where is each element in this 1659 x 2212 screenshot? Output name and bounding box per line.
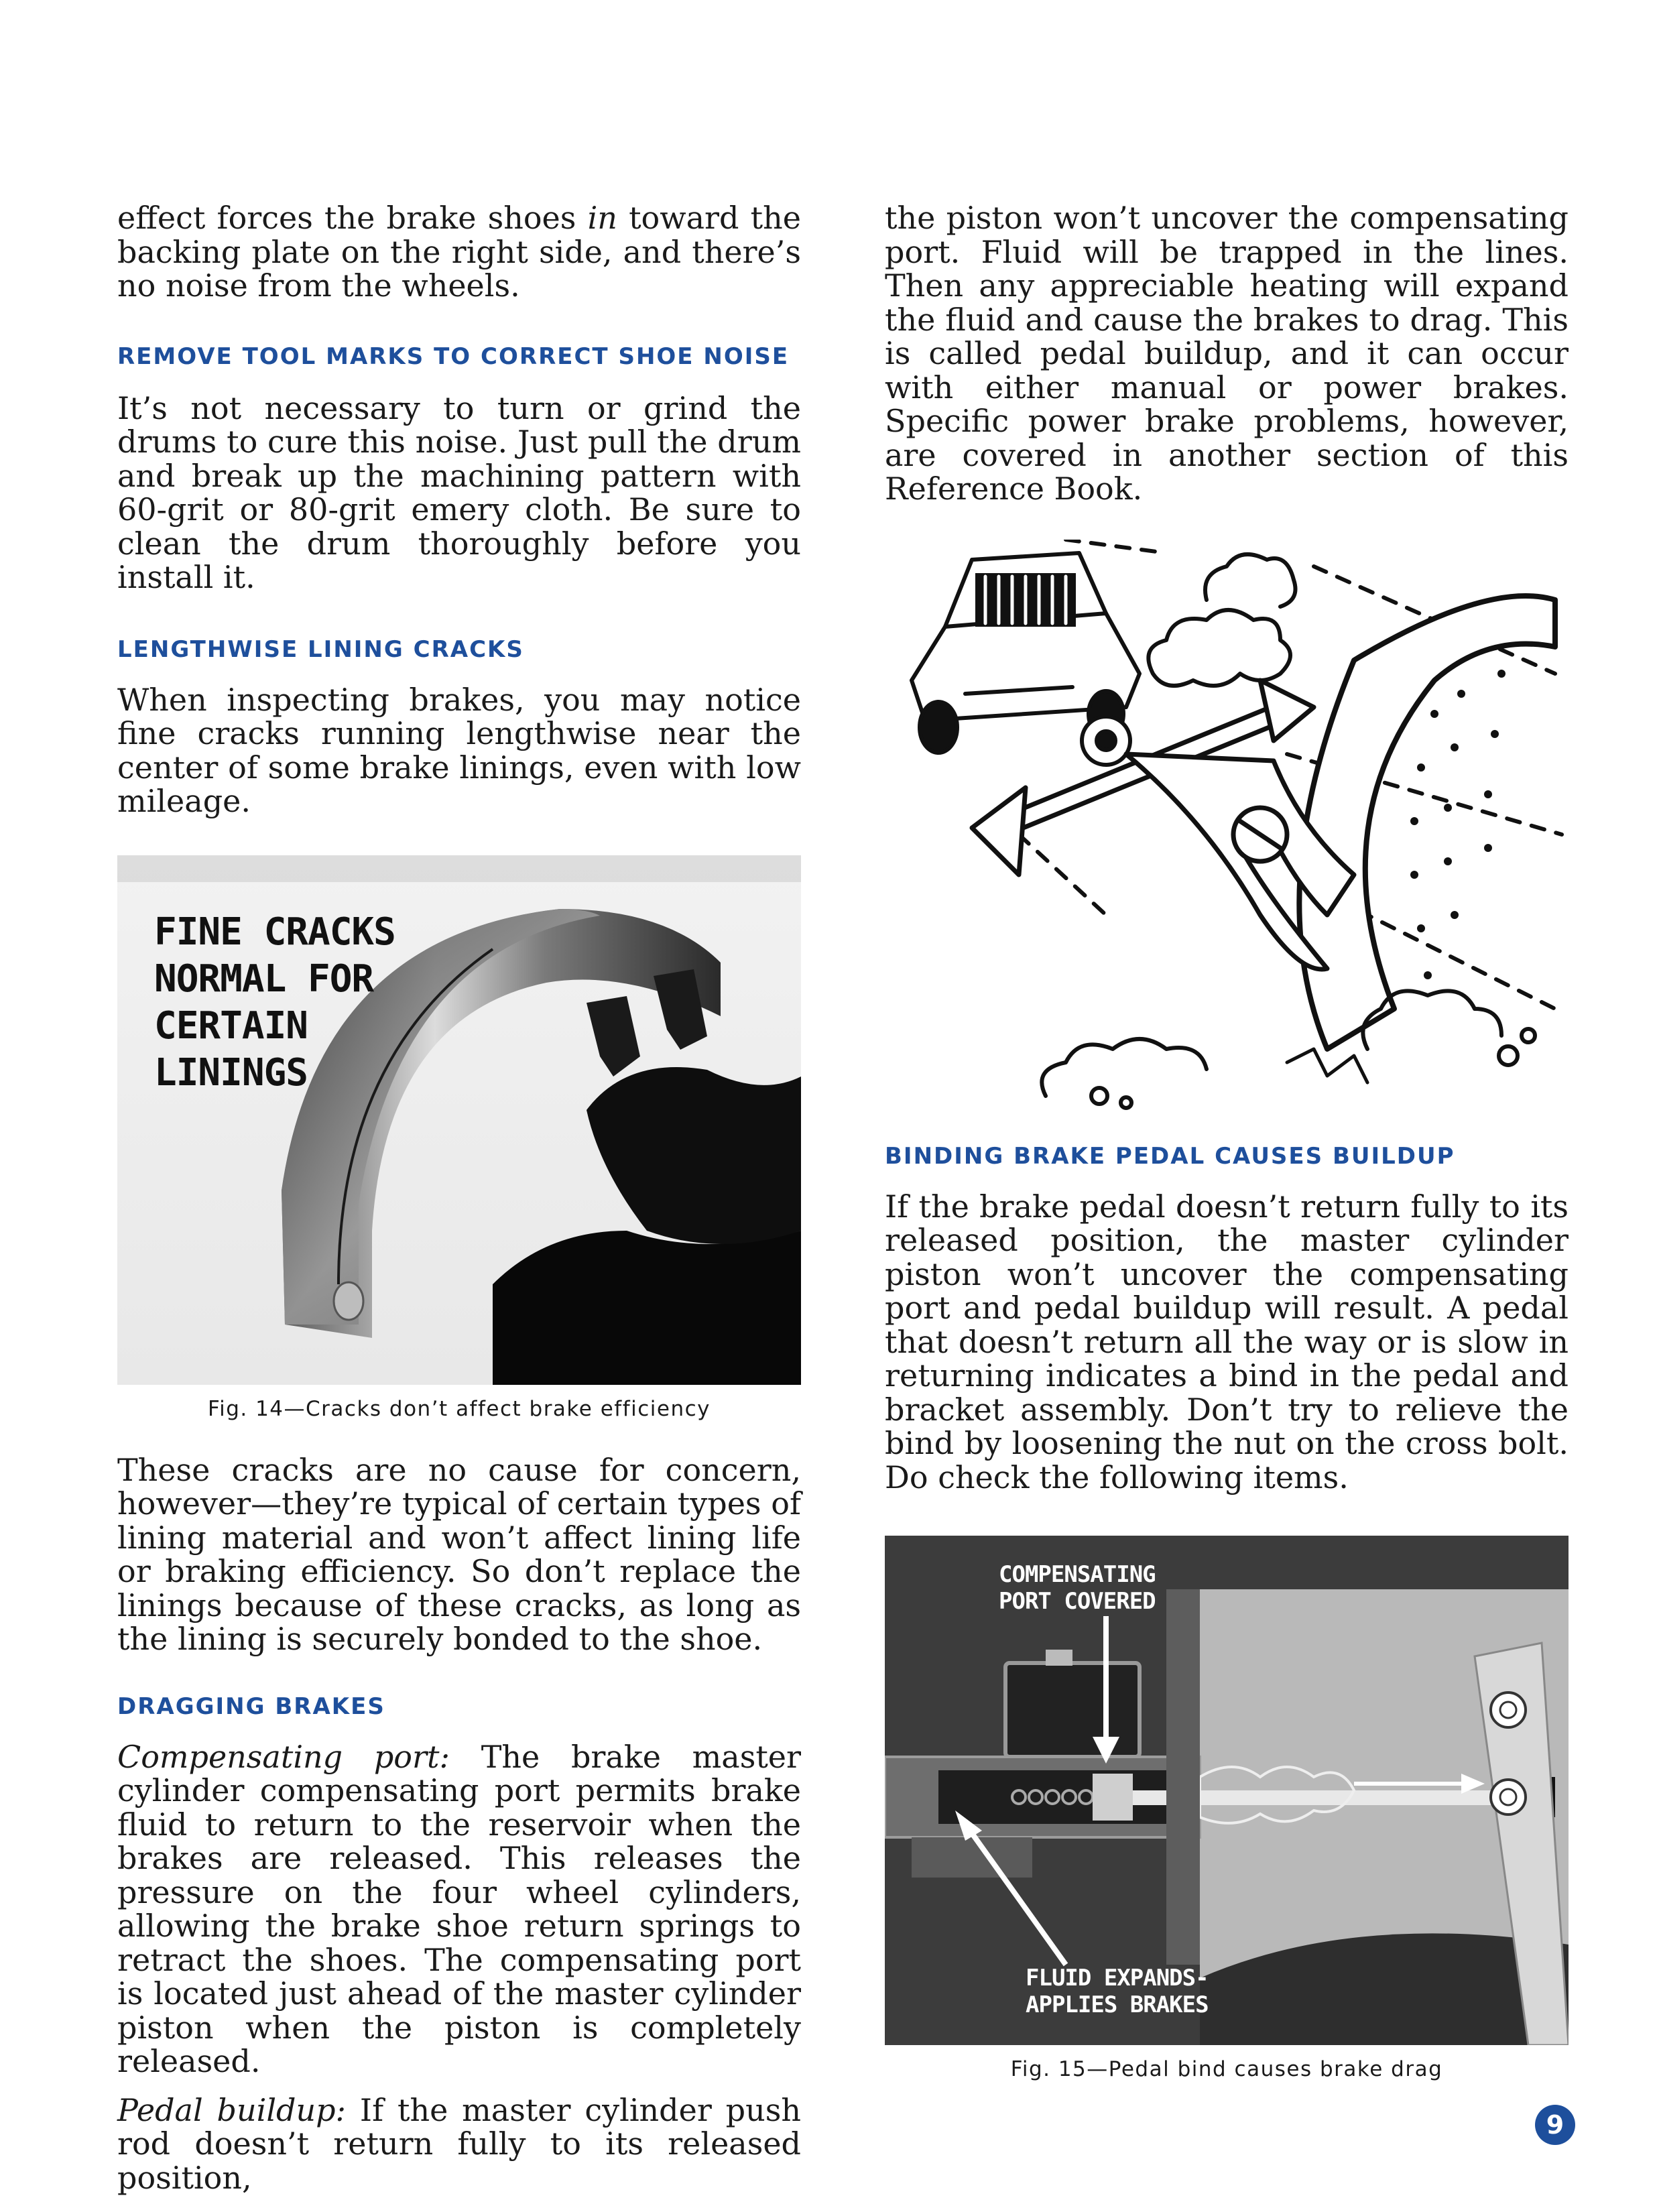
right-column	[885, 201, 1569, 2081]
paragraph-tool-marks: It’s not necessary to turn or grind the drums to cure this noise. Just pull the drum and break up the machining pattern with 60-grit or 80-grit emery cloth. Be sure to clean the drum thoroughly before you install it.	[117, 389, 801, 595]
paragraph-concern: These cracks are no cause for concern, however—they’re typical of certain types of lining material and won’t affect lining life or braking efficiency. So don’t replace the linings because of these cracks, as long as the lining is securely bonded to the shoe.	[117, 1451, 801, 1657]
paragraph-pedal-buildup	[117, 2093, 801, 2195]
compensating-port-text: The brake master cylinder compensating port permits brake fluid to return to the reservoir when the brakes are released. This releases the pressure on the four wheel cylinders, allowing the brake shoe return springs to retract the shoes. The compensating port is located just ahead of the master cylinder piston when the piston is completely released.	[117, 1738, 802, 2079]
paragraph-binding: If the brake pedal doesn’t return fully to its released position, the master cylinder piston won’t uncover the compensating port and pedal buildup will result. A pedal that doesn’t return all the way or is slow in returning indicates a bind in the pedal and bracket assembly. Don’t try to relieve the bind by loosening the nut on the cross bolt. Do check the following items.	[885, 1188, 1569, 1495]
page-number-badge: 9	[1535, 2105, 1575, 2145]
left-column	[117, 201, 801, 2195]
figure-14-photo	[117, 855, 801, 1385]
master-cylinder-diagram	[885, 1536, 1569, 2045]
fig15-label-line: COMPENSATING	[999, 1561, 1156, 1588]
fig14-caption: Fig. 14—Cracks don’t affect brake efficiency	[208, 1396, 711, 1421]
pedal-buildup-label: Pedal buildup:	[117, 2091, 347, 2128]
fig15-label-bottom	[1026, 1965, 1209, 2018]
heading-binding-brake-pedal: BINDING BRAKE PEDAL CAUSES BUILDUP	[885, 1142, 1455, 1170]
heading-dragging-brakes: DRAGGING BRAKES	[117, 1693, 385, 1720]
fig14-label-line: FINE CRACKS	[154, 910, 395, 954]
heading-remove-tool-marks: REMOVE TOOL MARKS TO CORRECT SHOE NOISE	[117, 343, 790, 370]
fig15-label-top	[999, 1561, 1156, 1615]
fig15-label-line: PORT COVERED	[999, 1588, 1156, 1615]
fig15-label-line: FLUID EXPANDS-	[1026, 1965, 1209, 1991]
fig14-label-line: LININGS	[154, 1050, 308, 1095]
figure-15-diagram	[885, 1536, 1569, 2045]
compensating-port-label: Compensating port:	[117, 1738, 450, 1775]
pedal-buildup-text: If the master cylinder push rod doesn’t return fully to its released position,	[117, 2091, 801, 2196]
fig14-label-line: NORMAL FOR	[154, 957, 374, 1001]
paragraph-compensating-port	[117, 1740, 801, 2079]
fig14-label-line: CERTAIN	[154, 1003, 308, 1048]
heading-lengthwise-cracks: LENGTHWISE LINING CRACKS	[117, 635, 524, 663]
cartoon-illustration	[885, 540, 1569, 1116]
paragraph-intro: effect forces the brake shoes in toward the backing plate on the right side, and there’s no noise from the wheels.	[117, 200, 801, 304]
fig15-caption: Fig. 15—Pedal bind causes brake drag	[1010, 2057, 1443, 2081]
fig15-label-line: APPLIES BRAKES	[1026, 1991, 1209, 2018]
car-and-brake-shoe-drawing	[885, 540, 1569, 1116]
paragraph-continue: the piston won’t uncover the compensating port. Fluid will be trapped in the lines. Then any appreciable heating will expand the fluid and cause the brakes to drag. This is called pedal buildup, and it can occur with either manual or power brakes. Specific power brake problems, however, are covered in another section of this Reference Book.	[885, 200, 1569, 507]
fig14-overlay-label	[154, 909, 395, 1097]
paragraph-cracks: When inspecting brakes, you may notice fine cracks running lengthwise near the center of some brake linings, even with low mileage.	[117, 681, 801, 819]
